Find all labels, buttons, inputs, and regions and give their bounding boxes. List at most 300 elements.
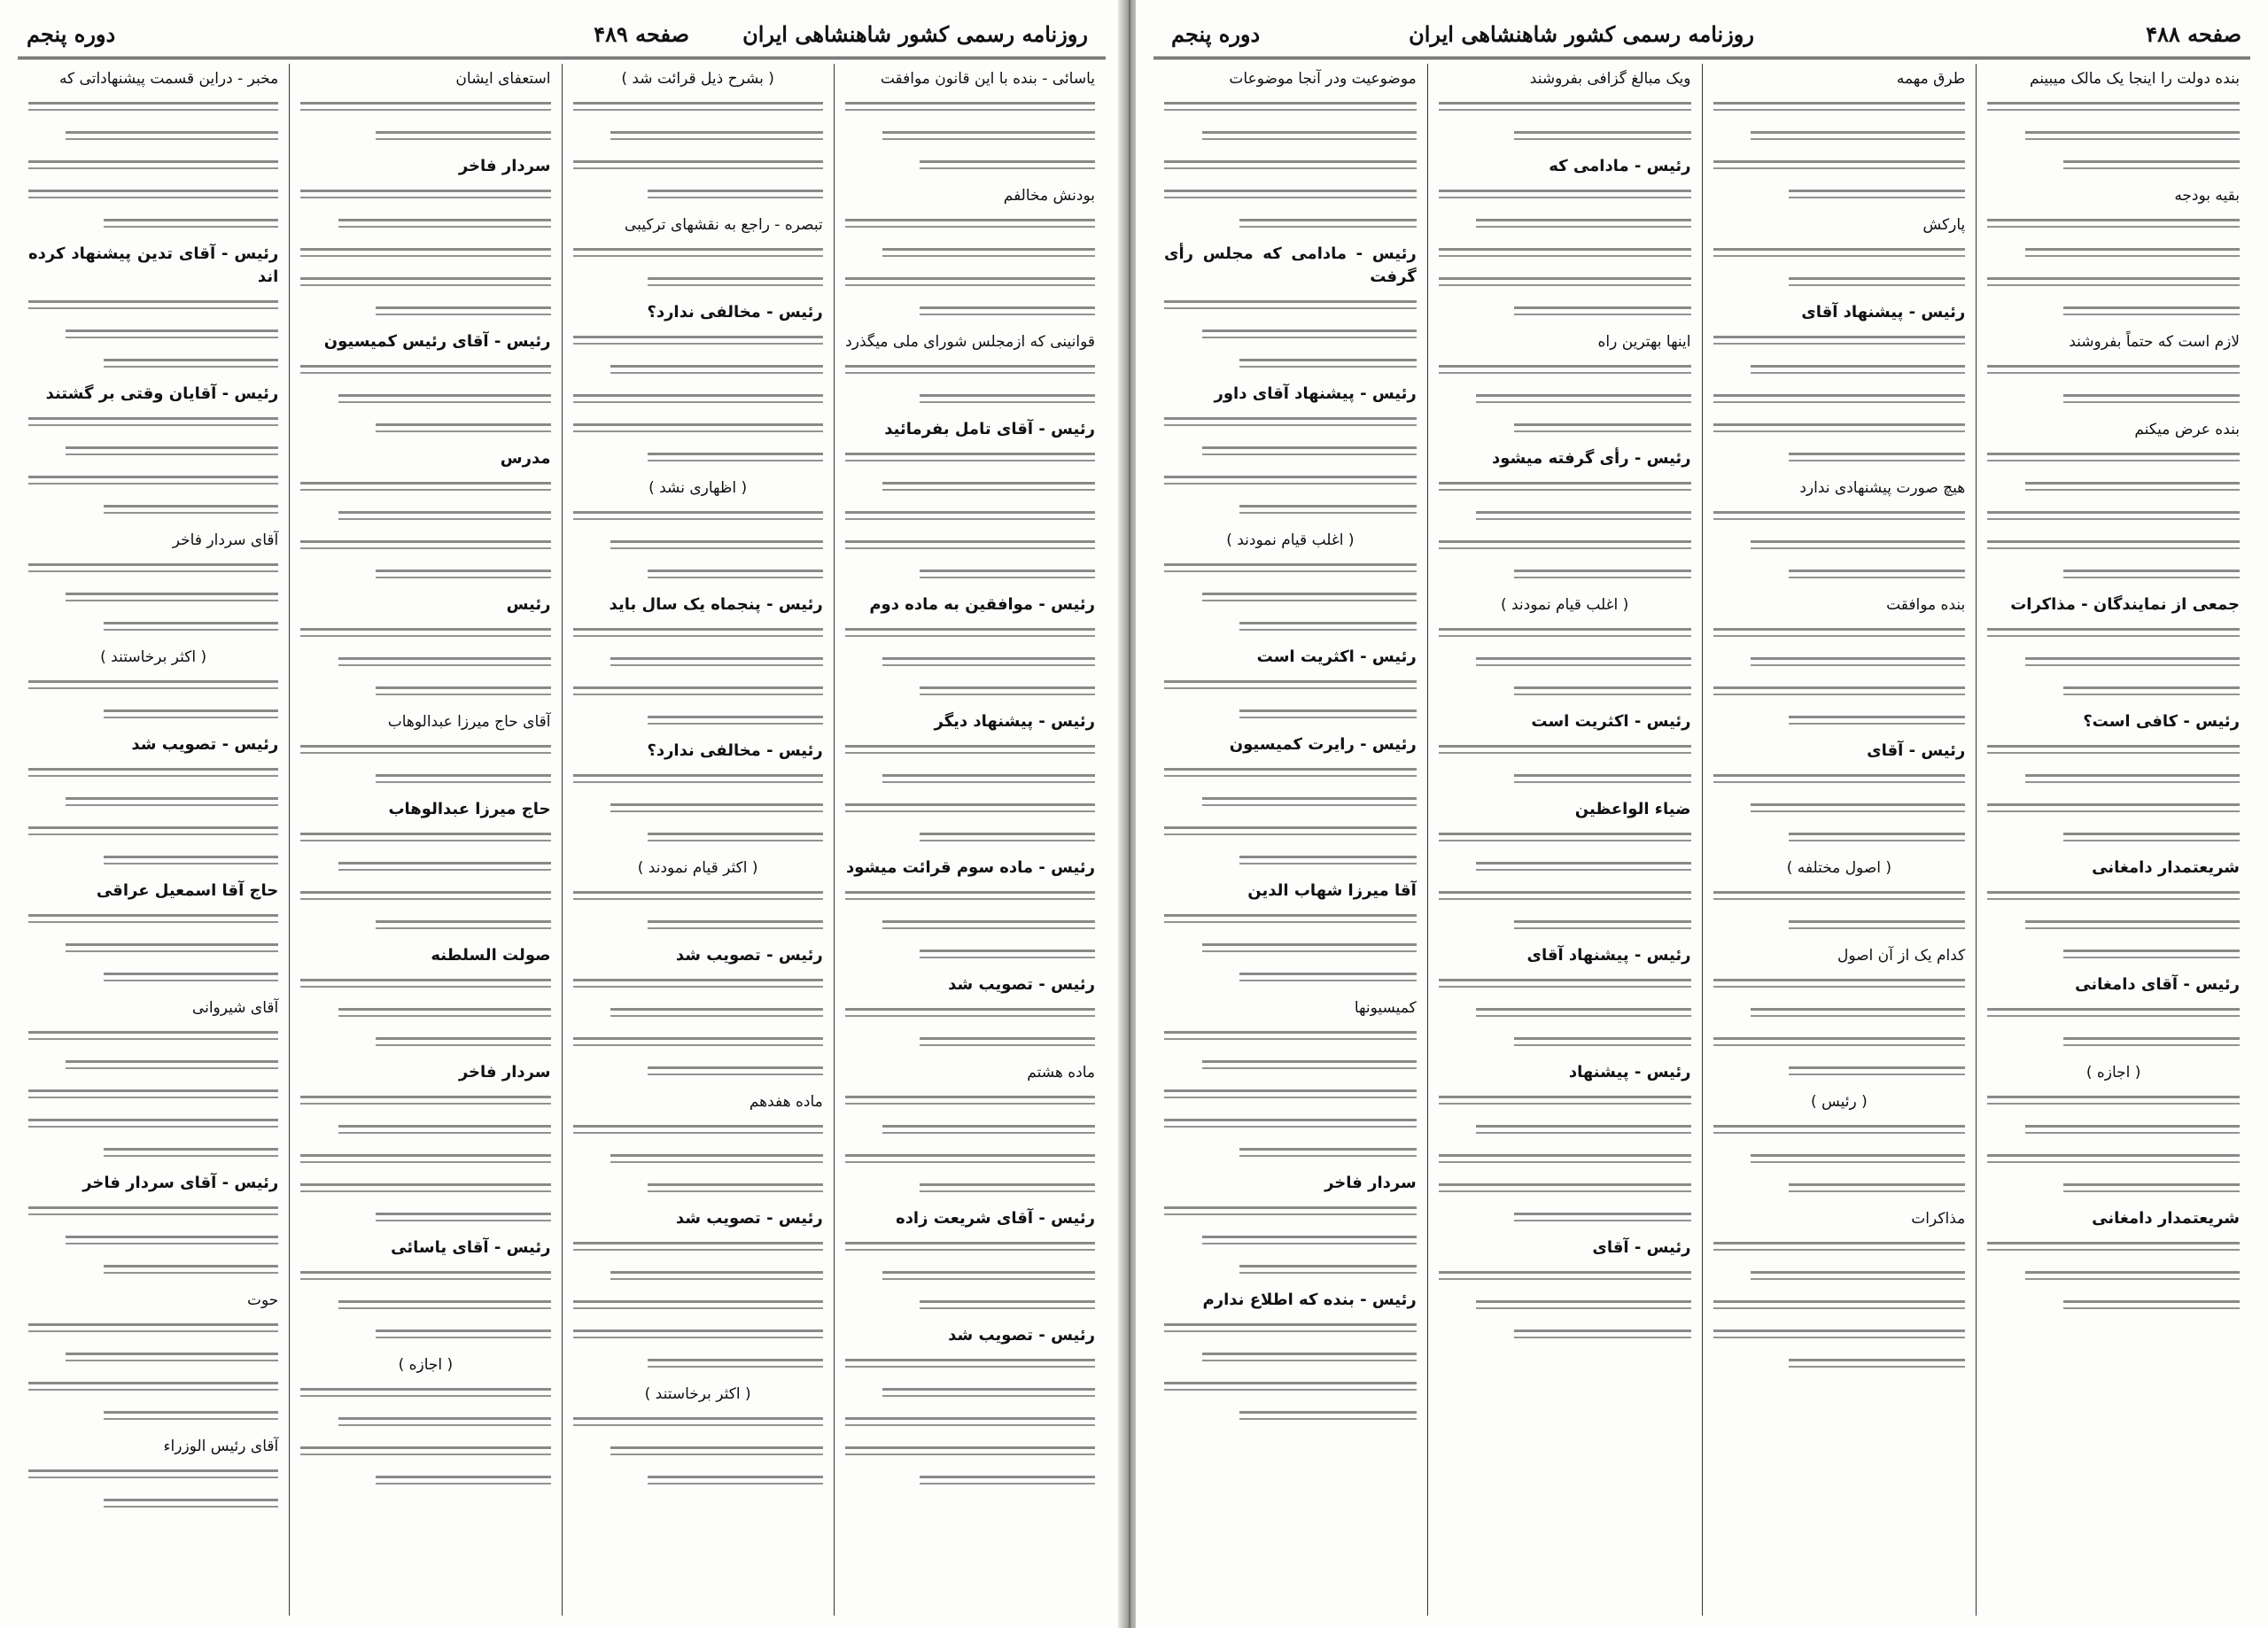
body-text-line bbox=[1514, 301, 1690, 324]
body-text-line bbox=[1751, 126, 1965, 149]
body-text-line bbox=[28, 412, 278, 435]
body-text-line bbox=[610, 798, 823, 821]
body-text-line bbox=[573, 623, 823, 646]
text-line: بنده عرض میکنم bbox=[2134, 421, 2240, 438]
body-text-line bbox=[648, 447, 823, 470]
body-text-line bbox=[104, 616, 279, 640]
body-text-line bbox=[920, 827, 1095, 850]
body-text-line bbox=[1164, 763, 1417, 786]
body-text-line bbox=[1514, 564, 1690, 587]
body-text-line bbox=[28, 821, 278, 844]
text-line: ( رئیس ) bbox=[1810, 1093, 1868, 1111]
body-text-line bbox=[104, 1260, 279, 1283]
right-columns bbox=[1153, 64, 2250, 1616]
text-line: تبصره - راجع به نقشهای ترکیبی bbox=[624, 216, 823, 234]
body-text-line bbox=[376, 418, 551, 441]
body-text-line bbox=[1789, 447, 1965, 470]
body-text-line bbox=[573, 886, 823, 909]
body-text-line bbox=[300, 1149, 550, 1172]
body-text-line bbox=[1202, 587, 1417, 610]
text-line: رئیس - مادامی که bbox=[1549, 157, 1691, 175]
text-line: یاسائی - بنده با این قانون موافقت bbox=[880, 70, 1095, 88]
body-text-line bbox=[1476, 506, 1690, 529]
text-line: رئیس - آقای bbox=[1592, 1238, 1691, 1257]
body-text-line bbox=[882, 1266, 1095, 1289]
body-text-line bbox=[573, 1324, 823, 1347]
body-text-line bbox=[66, 441, 278, 464]
body-text-line bbox=[2063, 1295, 2240, 1318]
body-text-line bbox=[376, 1032, 551, 1055]
body-text-line bbox=[882, 915, 1095, 938]
body-text-line bbox=[28, 909, 278, 932]
body-text-line bbox=[376, 1207, 551, 1230]
text-line: رئیس bbox=[506, 595, 551, 614]
text-line: قوانینی که ازمجلس شورای ملی میگذرد bbox=[845, 333, 1095, 351]
body-text-line bbox=[1439, 827, 1691, 850]
text-line: رئیس - اکثریت است bbox=[1531, 712, 1691, 731]
right-column-4 bbox=[1153, 64, 1427, 1616]
text-line: رئیس - تصویب شد bbox=[675, 1209, 823, 1228]
body-text-line bbox=[1789, 915, 1965, 938]
right-page bbox=[1136, 0, 2268, 1628]
body-text-line bbox=[1987, 360, 2240, 383]
body-text-line bbox=[920, 301, 1095, 324]
text-line: رئیس - کافی است؟ bbox=[2083, 712, 2240, 731]
body-text-line bbox=[648, 1470, 823, 1493]
body-text-line bbox=[882, 243, 1095, 266]
body-text-line bbox=[920, 944, 1095, 967]
body-text-line bbox=[1514, 1324, 1690, 1347]
body-text-line bbox=[882, 652, 1095, 675]
body-text-line bbox=[1202, 441, 1417, 464]
body-text-line bbox=[648, 827, 823, 850]
body-text-line bbox=[845, 360, 1095, 383]
text-line: رئیس - آقای یاسائی bbox=[391, 1238, 551, 1257]
body-text-line bbox=[2025, 243, 2240, 266]
body-text-line bbox=[1164, 1318, 1417, 1341]
body-text-line bbox=[648, 272, 823, 295]
body-text-line bbox=[338, 213, 551, 236]
text-line: ( اغلب قیام نمودند ) bbox=[1500, 596, 1629, 614]
body-text-line bbox=[1202, 1055, 1417, 1078]
body-text-line bbox=[66, 1230, 278, 1253]
body-text-line bbox=[1239, 213, 1416, 236]
text-line: رئیس - بنده که اطلاع ندارم bbox=[1202, 1291, 1417, 1309]
body-text-line bbox=[28, 1318, 278, 1341]
body-text-line bbox=[1239, 500, 1416, 523]
body-text-line bbox=[845, 535, 1095, 558]
body-text-line bbox=[1439, 1266, 1691, 1289]
body-text-line bbox=[1987, 798, 2240, 821]
body-text-line bbox=[1439, 1178, 1691, 1201]
body-text-line bbox=[338, 1120, 551, 1143]
body-text-line bbox=[1713, 506, 1966, 529]
text-line: موضوعیت ودر آنجا موضوعات bbox=[1229, 70, 1417, 88]
body-text-line bbox=[1164, 97, 1417, 120]
text-line: مخبر - دراین قسمت پیشنهاداتی که bbox=[58, 70, 279, 88]
text-line: رئیس - آقای شریعت زاده bbox=[896, 1209, 1095, 1228]
text-line: رئیس - آقای سردار فاخر bbox=[82, 1174, 279, 1192]
text-line: آقای شیروانی bbox=[191, 999, 279, 1017]
body-text-line bbox=[610, 1003, 823, 1026]
body-text-line bbox=[338, 506, 551, 529]
text-line: رئیس - تصویب شد bbox=[948, 975, 1095, 994]
text-line: ( اظهاری نشد ) bbox=[649, 479, 748, 497]
body-text-line bbox=[1751, 1266, 1965, 1289]
body-text-line bbox=[1476, 1120, 1690, 1143]
text-line: هیچ صورت پیشنهادی ندارد bbox=[1799, 479, 1966, 497]
text-line: رئیس - آقای دامغانی bbox=[2075, 975, 2240, 994]
text-line: رئیس - پیشنهاد آقای داور bbox=[1214, 384, 1417, 403]
body-text-line bbox=[1987, 1090, 2240, 1113]
text-line: بنده دولت را اینجا یک مالک میبینم bbox=[2029, 70, 2240, 88]
body-text-line bbox=[1239, 616, 1416, 640]
text-line: رئیس - آقای رئیس کمیسیون bbox=[323, 332, 551, 351]
text-line: ( اکثر برخاستند ) bbox=[644, 1385, 751, 1403]
text-line: شریعتمدار دامغانی bbox=[2092, 1209, 2240, 1228]
body-text-line bbox=[1239, 704, 1416, 727]
body-text-line bbox=[1164, 1201, 1417, 1224]
body-text-line bbox=[573, 1032, 823, 1055]
body-text-line bbox=[376, 564, 551, 587]
body-text-line bbox=[28, 184, 278, 207]
body-text-line bbox=[300, 1441, 550, 1464]
body-text-line bbox=[920, 1470, 1095, 1493]
body-text-line bbox=[1164, 1376, 1417, 1399]
body-text-line bbox=[573, 1295, 823, 1318]
body-text-line bbox=[1476, 857, 1690, 880]
body-text-line bbox=[28, 558, 278, 581]
body-text-line bbox=[300, 1383, 550, 1406]
body-text-line bbox=[1789, 1178, 1965, 1201]
text-line: رئیس - تصویب شد bbox=[675, 946, 823, 965]
text-line: آقای رئیس الوزراء bbox=[163, 1438, 279, 1455]
body-text-line bbox=[1987, 213, 2240, 236]
body-text-line bbox=[845, 97, 1095, 120]
body-text-line bbox=[376, 915, 551, 938]
body-text-line bbox=[920, 155, 1095, 178]
body-text-line bbox=[573, 1412, 823, 1435]
body-text-line bbox=[1713, 389, 1966, 412]
body-text-line bbox=[845, 1441, 1095, 1464]
body-text-line bbox=[338, 652, 551, 675]
body-text-line bbox=[845, 623, 1095, 646]
body-text-line bbox=[882, 1383, 1095, 1406]
body-text-line bbox=[2063, 1178, 2240, 1201]
body-text-line bbox=[573, 973, 823, 996]
body-text-line bbox=[1239, 1260, 1416, 1283]
body-text-line bbox=[338, 389, 551, 412]
body-text-line bbox=[1202, 126, 1417, 149]
body-text-line bbox=[1514, 769, 1690, 792]
body-text-line bbox=[648, 1178, 823, 1201]
right-page-header bbox=[1153, 18, 2250, 59]
body-text-line bbox=[1514, 1207, 1690, 1230]
body-text-line bbox=[845, 1412, 1095, 1435]
body-text-line bbox=[1514, 915, 1690, 938]
text-line: ( اصول مختلفه ) bbox=[1786, 859, 1892, 877]
body-text-line bbox=[2025, 915, 2240, 938]
body-text-line bbox=[1439, 360, 1691, 383]
body-text-line bbox=[1789, 710, 1965, 733]
text-line: رئیس - آقای تدین پیشنهاد کرده اند bbox=[28, 244, 279, 286]
body-text-line bbox=[104, 967, 279, 990]
body-text-line bbox=[28, 763, 278, 786]
body-text-line bbox=[1164, 1113, 1417, 1136]
body-text-line bbox=[1514, 1032, 1690, 1055]
body-text-line bbox=[2025, 1266, 2240, 1289]
body-text-line bbox=[1439, 740, 1691, 763]
body-text-line bbox=[1789, 1353, 1965, 1376]
body-text-line bbox=[66, 792, 278, 815]
text-line: رئیس - آقای تامل بفرمائید bbox=[884, 420, 1095, 438]
body-text-line bbox=[28, 1113, 278, 1136]
text-line: آقای حاج میرزا عبدالوهاب bbox=[387, 713, 551, 731]
body-text-line bbox=[648, 710, 823, 733]
body-text-line bbox=[1751, 1003, 1965, 1026]
text-line: رئیس - پیشنهاد bbox=[1568, 1063, 1691, 1081]
text-line: سردار فاخر bbox=[1324, 1174, 1417, 1192]
body-text-line bbox=[1987, 272, 2240, 295]
text-line: آقا میرزا شهاب الدین bbox=[1247, 881, 1417, 900]
body-text-line bbox=[1164, 295, 1417, 318]
body-text-line bbox=[1439, 477, 1691, 500]
body-text-line bbox=[2025, 1120, 2240, 1143]
body-text-line bbox=[66, 938, 278, 961]
body-text-line bbox=[300, 1178, 550, 1201]
body-text-line bbox=[300, 360, 550, 383]
body-text-line bbox=[1751, 798, 1965, 821]
body-text-line bbox=[1239, 353, 1416, 376]
text-line: پارکش bbox=[1922, 216, 1966, 234]
body-text-line bbox=[28, 1376, 278, 1399]
right-gazette-title: روزنامه رسمی کشور شاهنشاهی ایران bbox=[1409, 21, 1754, 47]
body-text-line bbox=[300, 886, 550, 909]
text-line: رئیس - مادامی که مجلس رأی گرفت bbox=[1164, 244, 1417, 286]
body-text-line bbox=[882, 1120, 1095, 1143]
body-text-line bbox=[1164, 184, 1417, 207]
body-text-line bbox=[1164, 909, 1417, 932]
body-text-line bbox=[573, 389, 823, 412]
body-text-line bbox=[610, 1441, 823, 1464]
body-text-line bbox=[66, 324, 278, 347]
body-text-line bbox=[376, 769, 551, 792]
body-text-line bbox=[882, 126, 1095, 149]
body-text-line bbox=[1164, 675, 1417, 698]
body-text-line bbox=[1239, 850, 1416, 873]
body-text-line bbox=[1164, 155, 1417, 178]
body-text-line bbox=[573, 418, 823, 441]
body-text-line bbox=[300, 535, 550, 558]
body-text-line bbox=[1713, 623, 1966, 646]
body-text-line bbox=[2063, 827, 2240, 850]
text-line: ضیاء الواعظین bbox=[1574, 800, 1691, 818]
body-text-line bbox=[1713, 1295, 1966, 1318]
body-text-line bbox=[1789, 1061, 1965, 1084]
body-text-line bbox=[2063, 564, 2240, 587]
body-text-line bbox=[610, 1266, 823, 1289]
body-text-line bbox=[920, 564, 1095, 587]
body-text-line bbox=[845, 1353, 1095, 1376]
body-text-line bbox=[1514, 681, 1690, 704]
text-line: آقای سردار فاخر bbox=[172, 531, 279, 549]
body-text-line bbox=[28, 470, 278, 493]
left-gazette-title: روزنامه رسمی کشور شاهنشاهی ایران bbox=[742, 21, 1088, 47]
text-line: کدام یک از آن اصول bbox=[1837, 947, 1966, 965]
body-text-line bbox=[300, 477, 550, 500]
body-text-line bbox=[1987, 535, 2240, 558]
body-text-line bbox=[376, 1324, 551, 1347]
body-text-line bbox=[1987, 447, 2240, 470]
body-text-line bbox=[1987, 1003, 2240, 1026]
text-line: رئیس - ماده سوم قرائت میشود bbox=[846, 858, 1095, 877]
left-period: دوره پنجم bbox=[27, 21, 116, 47]
body-text-line bbox=[2063, 389, 2240, 412]
body-text-line bbox=[300, 1266, 550, 1289]
text-line: کمیسیونها bbox=[1354, 999, 1417, 1017]
text-line: استعفای ایشان bbox=[455, 70, 551, 88]
text-line: صولت السلطنه bbox=[431, 946, 551, 965]
body-text-line bbox=[28, 675, 278, 698]
text-line: رئیس - تصویب شد bbox=[948, 1326, 1095, 1345]
text-line: سردار فاخر bbox=[458, 157, 551, 175]
text-line: ( اجازه ) bbox=[398, 1356, 454, 1374]
body-text-line bbox=[2025, 126, 2240, 149]
body-text-line bbox=[300, 243, 550, 266]
body-text-line bbox=[1202, 792, 1417, 815]
body-text-line bbox=[300, 623, 550, 646]
body-text-line bbox=[66, 126, 278, 149]
body-text-line bbox=[573, 330, 823, 353]
body-text-line bbox=[300, 827, 550, 850]
text-line: لازم است که حتماً بفروشند bbox=[2069, 333, 2240, 351]
body-text-line bbox=[338, 1295, 551, 1318]
body-text-line bbox=[1476, 213, 1690, 236]
body-text-line bbox=[1439, 535, 1691, 558]
body-text-line bbox=[648, 1061, 823, 1084]
body-text-line bbox=[300, 97, 550, 120]
body-text-line bbox=[1439, 973, 1691, 996]
body-text-line bbox=[845, 1003, 1095, 1026]
right-page-number: صفحه ۴۸۸ bbox=[2146, 21, 2241, 47]
body-text-line bbox=[920, 1178, 1095, 1201]
body-text-line bbox=[845, 447, 1095, 470]
body-text-line bbox=[1439, 184, 1691, 207]
body-text-line bbox=[1202, 324, 1417, 347]
text-line: مذاکرات bbox=[1911, 1210, 1966, 1228]
left-column-1 bbox=[834, 64, 1106, 1616]
body-text-line bbox=[610, 652, 823, 675]
body-text-line bbox=[573, 155, 823, 178]
left-columns bbox=[18, 64, 1106, 1616]
body-text-line bbox=[1164, 1026, 1417, 1049]
body-text-line bbox=[882, 477, 1095, 500]
body-text-line bbox=[648, 915, 823, 938]
text-line: شریعتمدار دامغانی bbox=[2092, 858, 2240, 877]
right-period: دوره پنجم bbox=[1171, 21, 1261, 47]
body-text-line bbox=[1202, 938, 1417, 961]
body-text-line bbox=[1476, 1295, 1690, 1318]
left-page-number: صفحه ۴۸۹ bbox=[594, 21, 689, 47]
text-line: رئیس - رایرت کمیسیون bbox=[1229, 735, 1417, 754]
body-text-line bbox=[1439, 886, 1691, 909]
body-text-line bbox=[104, 213, 279, 236]
body-text-line bbox=[1751, 360, 1965, 383]
body-text-line bbox=[1439, 623, 1691, 646]
text-line: رئیس - تصویب شد bbox=[131, 735, 279, 754]
body-text-line bbox=[28, 97, 278, 120]
text-line: رئیس - پیشنهاد آقای bbox=[1801, 303, 1966, 322]
body-text-line bbox=[573, 506, 823, 529]
body-text-line bbox=[104, 1493, 279, 1516]
body-text-line bbox=[1751, 1149, 1965, 1172]
text-line: ماده هشتم bbox=[1027, 1064, 1095, 1081]
body-text-line bbox=[300, 184, 550, 207]
body-text-line bbox=[920, 389, 1095, 412]
body-text-line bbox=[376, 301, 551, 324]
body-text-line bbox=[1987, 623, 2240, 646]
text-line: طرق مهمه bbox=[1896, 70, 1966, 88]
body-text-line bbox=[28, 1084, 278, 1107]
text-line: حاج میرزا عبدالوهاب bbox=[388, 800, 551, 818]
body-text-line bbox=[610, 535, 823, 558]
body-text-line bbox=[1202, 1347, 1417, 1370]
body-text-line bbox=[1987, 886, 2240, 909]
body-text-line bbox=[2063, 681, 2240, 704]
text-line: ( اجازه ) bbox=[2085, 1064, 2141, 1081]
body-text-line bbox=[1713, 330, 1966, 353]
body-text-line bbox=[1713, 155, 1966, 178]
body-text-line bbox=[882, 769, 1095, 792]
body-text-line bbox=[920, 1032, 1095, 1055]
body-text-line bbox=[300, 973, 550, 996]
text-line: بقیه بودجه bbox=[2174, 187, 2240, 205]
text-line: ( اکثر قیام نمودند ) bbox=[637, 859, 758, 877]
text-line: رئیس - پیشنهاد دیگر bbox=[934, 712, 1095, 731]
body-text-line bbox=[376, 126, 551, 149]
body-text-line bbox=[1713, 973, 1966, 996]
left-column-4 bbox=[18, 64, 289, 1616]
body-text-line bbox=[648, 564, 823, 587]
body-text-line bbox=[1202, 1230, 1417, 1253]
body-text-line bbox=[1713, 1032, 1966, 1055]
body-text-line bbox=[920, 681, 1095, 704]
text-line: حوت bbox=[246, 1291, 279, 1309]
body-text-line bbox=[845, 272, 1095, 295]
text-line: رئیس - موافقین به ماده دوم bbox=[869, 595, 1095, 614]
body-text-line bbox=[1987, 740, 2240, 763]
text-line: ویک مبالغ گزافی بفروشند bbox=[1529, 70, 1691, 88]
body-text-line bbox=[300, 1090, 550, 1113]
body-text-line bbox=[845, 1090, 1095, 1113]
body-text-line bbox=[1713, 418, 1966, 441]
text-line: رئیس - پنجماه یک سال باید bbox=[609, 595, 823, 614]
body-text-line bbox=[28, 1464, 278, 1487]
text-line: بودنش مخالفم bbox=[1003, 187, 1095, 205]
body-text-line bbox=[104, 500, 279, 523]
body-text-line bbox=[1514, 418, 1690, 441]
text-line: حاج آقا اسمعیل عراقی bbox=[96, 881, 279, 900]
body-text-line bbox=[1987, 1237, 2240, 1260]
body-text-line bbox=[1713, 243, 1966, 266]
body-text-line bbox=[1751, 652, 1965, 675]
text-line: رئیس - پیشنهاد آقای bbox=[1526, 946, 1691, 965]
body-text-line bbox=[1476, 652, 1690, 675]
body-text-line bbox=[300, 272, 550, 295]
body-text-line bbox=[1514, 126, 1690, 149]
text-line: جمعی از نمایندگان - مذاکرات bbox=[2010, 595, 2240, 614]
body-text-line bbox=[1713, 886, 1966, 909]
